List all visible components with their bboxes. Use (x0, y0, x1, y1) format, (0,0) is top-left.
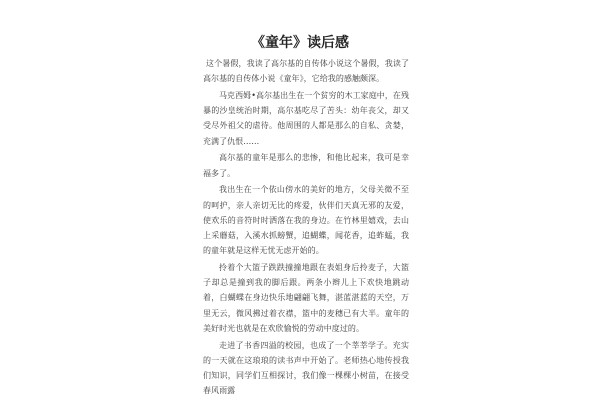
paragraph-5: 拎着个大篮子跌跌撞撞地跟在表姐身后拎麦子，大篮子却总是撞到我的脚后跟。两条小辫儿上下欢快地跳动着，白蝴蝶在身边快乐地翩翩飞舞，湛蓝湛蓝的天空，万里无云，微风拂过着衣襟，篮中的麦穗已有大半。童年的美好时光也就是在欢欣愉悦的劳动中度过的。 (203, 263, 409, 333)
paragraph-2: 马克西姆•高尔基出生在一个贫穷的木工家庭中，在残暴的沙皇统治时期，高尔基吃尽了苦头：幼年丧父，却又受尽外祖父的虐待。他周围的人都是那么的自私、贪婪，充满了仇恨…… (203, 91, 409, 146)
page-title: 《童年》读后感 (251, 35, 349, 51)
paragraph-1: 这个暑假，我读了高尔基的自传体小说这个暑假，我读了高尔基的自传体小说《童年》，它给我的感触颇深。 (203, 59, 409, 84)
document-body (203, 56, 409, 400)
paragraph-3: 高尔基的童年是那么的悲惨，和他比起来，我可是幸福多了。 (203, 153, 409, 178)
paragraph-6: 走进了书香四溢的校园，也成了一个莘莘学子。充实的一天就在这琅琅的读书声中开始了。老师热心地传授我们知识，同学们互相探讨，我们像一棵棵小树苗，在接受春风雨露 (203, 340, 409, 396)
paragraph-4: 我出生在一个依山傍水的美好的地方，父母关微不至的呵护，亲人亲切无比的疼爱，伙伴们天真无邪的友爱，使欢乐的音符时时洒落在我的身边。在竹林里嬉戏，去山上采蘑菇，入溪水抓螃蟹，追蝴蝶，闻花香，追蚱蜢，我的童年就是这样无忧无虑开始的。 (203, 185, 409, 256)
